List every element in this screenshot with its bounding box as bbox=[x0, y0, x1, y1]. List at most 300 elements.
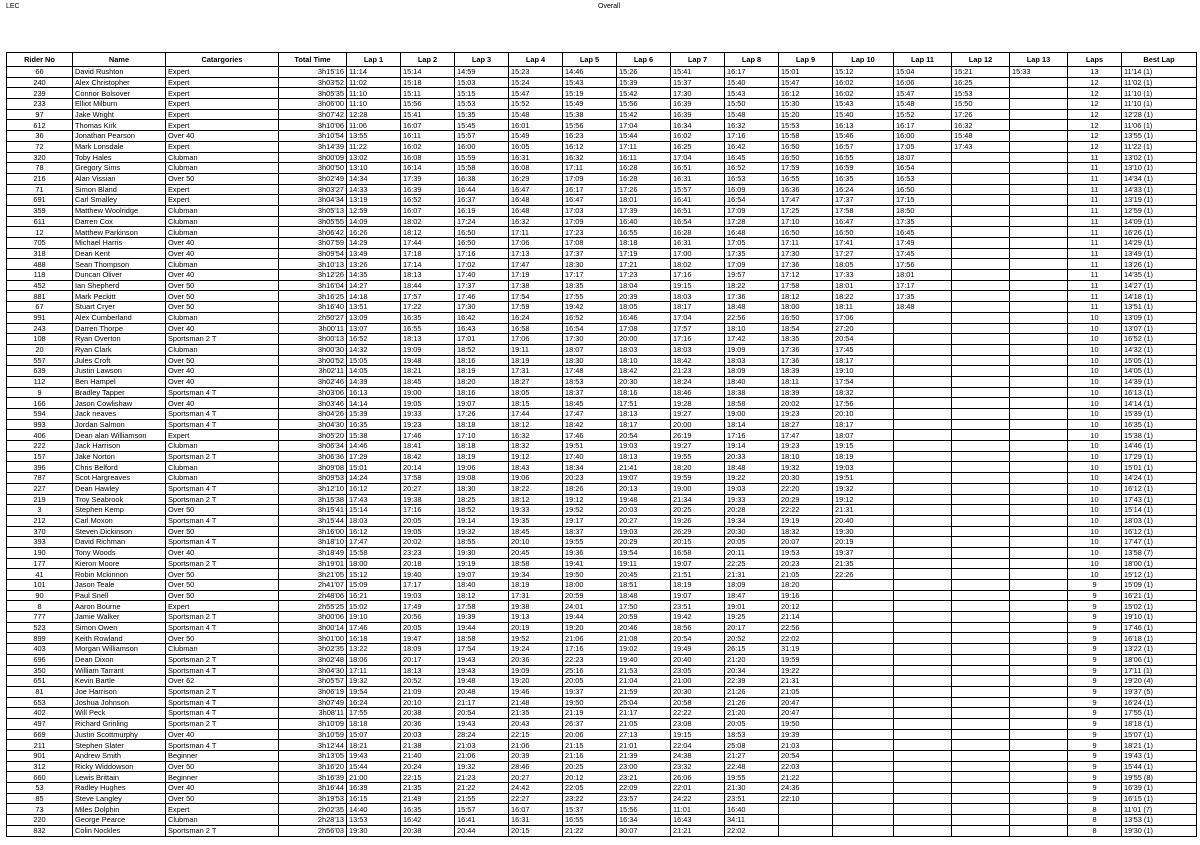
table-cell: 660 bbox=[7, 772, 73, 783]
table-cell: Over 40 bbox=[166, 131, 279, 142]
table-cell: Alex Christopher bbox=[73, 77, 166, 88]
table-cell: 691 bbox=[7, 195, 73, 206]
table-cell: 19:03 bbox=[617, 441, 671, 452]
table-cell: 3h02'49 bbox=[279, 173, 347, 184]
table-row bbox=[7, 195, 1197, 206]
table-cell: 318 bbox=[7, 248, 73, 259]
table-cell: 17:11 bbox=[617, 141, 671, 152]
table-cell: 20:17 bbox=[401, 654, 455, 665]
table-cell: 3h14'39 bbox=[279, 141, 347, 152]
table-cell: 18:56 bbox=[671, 622, 725, 633]
table-cell: 13:02 bbox=[347, 152, 401, 163]
table-cell: Over 40 bbox=[166, 376, 279, 387]
table-cell: 20:33 bbox=[725, 451, 779, 462]
table-cell: 19:32 bbox=[347, 676, 401, 687]
table-cell: 16:24 bbox=[509, 312, 563, 323]
table-cell: Sportsman 4 T bbox=[166, 409, 279, 420]
table-cell: 16:01 bbox=[509, 120, 563, 131]
table-cell: 22:02 bbox=[779, 633, 833, 644]
table-cell: 20:39 bbox=[509, 751, 563, 762]
table-cell: 20:47 bbox=[779, 697, 833, 708]
column-header: Lap 10 bbox=[833, 53, 894, 67]
table-row bbox=[7, 376, 1197, 387]
table-cell: 18:43 bbox=[509, 462, 563, 473]
table-cell: 19:03 bbox=[725, 483, 779, 494]
table-cell: 20:19 bbox=[833, 537, 894, 548]
table-cell: 19:46 bbox=[509, 686, 563, 697]
table-cell: Sportsman 4 T bbox=[166, 697, 279, 708]
table-cell: 21:03 bbox=[455, 740, 509, 751]
table-cell bbox=[894, 676, 952, 687]
table-cell: 16:21 bbox=[347, 590, 401, 601]
table-cell: 18:48 bbox=[725, 302, 779, 313]
table-cell: 3h02'11 bbox=[279, 366, 347, 377]
table-cell: 19:39 bbox=[455, 612, 509, 623]
table-cell: 21:26 bbox=[725, 686, 779, 697]
table-cell: 21:06 bbox=[563, 633, 617, 644]
table-cell: 16:28 bbox=[671, 227, 725, 238]
table-cell: 13'58 (7) bbox=[1122, 547, 1197, 558]
table-cell: 16:47 bbox=[833, 216, 894, 227]
table-cell: 21:31 bbox=[833, 505, 894, 516]
table-cell bbox=[894, 601, 952, 612]
table-cell: 11'01 (7) bbox=[1122, 804, 1197, 815]
table-cell: 16:19 bbox=[455, 205, 509, 216]
table-cell: 3h16'40 bbox=[279, 302, 347, 313]
table-cell: 73 bbox=[7, 804, 73, 815]
table-cell: Elliot Milburn bbox=[73, 99, 166, 110]
table-cell: 18:05 bbox=[617, 302, 671, 313]
table-cell: 14'24 (1) bbox=[1122, 473, 1197, 484]
table-cell bbox=[894, 751, 952, 762]
table-cell: Colin Nockles bbox=[73, 825, 166, 836]
table-cell bbox=[1010, 644, 1068, 655]
table-cell bbox=[952, 173, 1010, 184]
table-cell: 18:16 bbox=[455, 355, 509, 366]
table-row bbox=[7, 109, 1197, 120]
table-cell: 16:31 bbox=[671, 238, 725, 249]
table-cell: 166 bbox=[7, 398, 73, 409]
table-cell: 16:58 bbox=[509, 323, 563, 334]
table-cell: 17:03 bbox=[563, 205, 617, 216]
table-cell: 13:51 bbox=[347, 302, 401, 313]
table-cell: 97 bbox=[7, 109, 73, 120]
table-cell: 651 bbox=[7, 676, 73, 687]
table-cell bbox=[952, 697, 1010, 708]
table-cell: 12:28 bbox=[347, 109, 401, 120]
table-cell: 16:07 bbox=[401, 205, 455, 216]
table-cell: 20:38 bbox=[401, 708, 455, 719]
table-cell: 25:08 bbox=[725, 740, 779, 751]
table-cell: 18:19 bbox=[833, 451, 894, 462]
table-cell bbox=[952, 622, 1010, 633]
table-cell bbox=[952, 344, 1010, 355]
table-cell: 705 bbox=[7, 238, 73, 249]
table-cell: 17:58 bbox=[401, 473, 455, 484]
table-cell: 20:39 bbox=[617, 291, 671, 302]
table-cell: 10 bbox=[1068, 344, 1122, 355]
table-cell: 23:08 bbox=[671, 718, 725, 729]
table-cell: 18:35 bbox=[563, 280, 617, 291]
table-cell bbox=[894, 772, 952, 783]
table-cell: 22:23 bbox=[563, 654, 617, 665]
table-cell bbox=[952, 494, 1010, 505]
table-cell: Expert bbox=[166, 88, 279, 99]
table-cell: 21:26 bbox=[725, 697, 779, 708]
table-cell: 16:54 bbox=[894, 163, 952, 174]
table-cell: 15:05 bbox=[347, 355, 401, 366]
table-cell: 20:54 bbox=[779, 751, 833, 762]
table-row bbox=[7, 505, 1197, 516]
table-cell: 21:53 bbox=[617, 665, 671, 676]
table-cell: 18:20 bbox=[779, 580, 833, 591]
table-cell: 30:07 bbox=[617, 825, 671, 836]
table-cell: Expert bbox=[166, 601, 279, 612]
table-cell: 13'51 (1) bbox=[1122, 302, 1197, 313]
table-cell: Expert bbox=[166, 109, 279, 120]
table-cell: 11 bbox=[1068, 302, 1122, 313]
table-cell: William Tarrant bbox=[73, 665, 166, 676]
table-row bbox=[7, 387, 1197, 398]
table-cell: 16:45 bbox=[725, 152, 779, 163]
table-cell: 20:40 bbox=[833, 515, 894, 526]
table-cell: 25:04 bbox=[617, 697, 671, 708]
table-cell: 17:10 bbox=[455, 430, 509, 441]
table-cell: 19:12 bbox=[509, 451, 563, 462]
table-cell bbox=[894, 729, 952, 740]
table-cell: 19:10 bbox=[833, 366, 894, 377]
table-cell bbox=[1010, 248, 1068, 259]
table-cell bbox=[1010, 483, 1068, 494]
table-cell: 20:56 bbox=[401, 612, 455, 623]
table-cell: 23:51 bbox=[671, 601, 725, 612]
table-cell: 19'37 (5) bbox=[1122, 686, 1197, 697]
table-cell: 20:02 bbox=[779, 398, 833, 409]
table-cell: 22:04 bbox=[671, 740, 725, 751]
table-cell: 13:19 bbox=[347, 195, 401, 206]
table-cell: 19:23 bbox=[779, 441, 833, 452]
table-cell: 19:38 bbox=[401, 494, 455, 505]
table-row bbox=[7, 184, 1197, 195]
table-cell: 594 bbox=[7, 409, 73, 420]
table-cell: 18:42 bbox=[617, 366, 671, 377]
table-cell bbox=[894, 515, 952, 526]
table-cell: 16:41 bbox=[455, 815, 509, 826]
table-cell: 20:17 bbox=[725, 622, 779, 633]
table-cell: 9 bbox=[1068, 761, 1122, 772]
table-cell bbox=[952, 462, 1010, 473]
table-cell: 10 bbox=[1068, 312, 1122, 323]
table-cell: 19:02 bbox=[617, 644, 671, 655]
table-cell: 20:12 bbox=[779, 601, 833, 612]
column-header: Lap 7 bbox=[671, 53, 725, 67]
table-cell: 21:30 bbox=[725, 783, 779, 794]
table-cell: Sportsman 4 T bbox=[166, 419, 279, 430]
table-cell bbox=[833, 718, 894, 729]
table-cell bbox=[1010, 451, 1068, 462]
table-cell: Over 40 bbox=[166, 398, 279, 409]
table-cell: 15:56 bbox=[617, 804, 671, 815]
table-cell: 21:35 bbox=[509, 708, 563, 719]
table-cell bbox=[1010, 205, 1068, 216]
table-cell: Clubman bbox=[166, 227, 279, 238]
table-cell: 16:02 bbox=[671, 131, 725, 142]
table-cell: 20:54 bbox=[455, 708, 509, 719]
table-cell: 19:19 bbox=[455, 558, 509, 569]
table-cell bbox=[894, 718, 952, 729]
table-cell: 18:07 bbox=[563, 344, 617, 355]
table-cell: Over 50 bbox=[166, 633, 279, 644]
table-cell bbox=[952, 163, 1010, 174]
table-cell: 3h15'16 bbox=[279, 67, 347, 78]
table-cell: Gregory Sims bbox=[73, 163, 166, 174]
table-cell: 222 bbox=[7, 441, 73, 452]
table-cell: 11:02 bbox=[347, 77, 401, 88]
table-cell: Steve Langley bbox=[73, 793, 166, 804]
table-cell: Expert bbox=[166, 120, 279, 131]
table-cell: 10 bbox=[1068, 505, 1122, 516]
table-cell: 21:23 bbox=[455, 772, 509, 783]
table-cell bbox=[833, 793, 894, 804]
table-cell bbox=[1010, 195, 1068, 206]
table-cell: 16:32 bbox=[509, 216, 563, 227]
table-cell: 3h03'52 bbox=[279, 77, 347, 88]
table-cell: Thomas Kirk bbox=[73, 120, 166, 131]
table-cell: 19:30 bbox=[455, 547, 509, 558]
table-cell: 3h05'35 bbox=[279, 88, 347, 99]
table-cell: 14'18 (1) bbox=[1122, 291, 1197, 302]
table-cell: 11 bbox=[1068, 216, 1122, 227]
table-cell bbox=[952, 387, 1010, 398]
table-cell: Over 40 bbox=[166, 366, 279, 377]
table-cell: 15:12 bbox=[833, 67, 894, 78]
table-cell: 23:32 bbox=[671, 761, 725, 772]
table-cell: 15:39 bbox=[347, 409, 401, 420]
table-cell: 18:24 bbox=[671, 376, 725, 387]
table-cell bbox=[894, 398, 952, 409]
table-cell: 18:30 bbox=[563, 355, 617, 366]
table-cell: 17:45 bbox=[833, 344, 894, 355]
table-cell: 16:35 bbox=[401, 804, 455, 815]
table-cell: 17:11 bbox=[779, 238, 833, 249]
table-cell: Jonathan Pearson bbox=[73, 131, 166, 142]
table-cell: 20 bbox=[7, 344, 73, 355]
table-cell: 19:32 bbox=[833, 483, 894, 494]
table-cell: 10 bbox=[1068, 387, 1122, 398]
table-cell: 19:59 bbox=[671, 473, 725, 484]
table-cell: 17:36 bbox=[779, 344, 833, 355]
table-cell bbox=[1010, 355, 1068, 366]
table-cell: 19:33 bbox=[509, 505, 563, 516]
table-row bbox=[7, 612, 1197, 623]
table-cell: 16:28 bbox=[617, 173, 671, 184]
table-cell: 14'39 (1) bbox=[1122, 376, 1197, 387]
table-row bbox=[7, 280, 1197, 291]
table-cell: 9 bbox=[1068, 783, 1122, 794]
table-cell bbox=[1010, 216, 1068, 227]
table-cell: 20:06 bbox=[563, 729, 617, 740]
table-cell: 16:35 bbox=[401, 312, 455, 323]
table-cell: 14:40 bbox=[347, 804, 401, 815]
table-cell: 22:10 bbox=[779, 793, 833, 804]
table-cell: 3h03'27 bbox=[279, 184, 347, 195]
table-cell: 243 bbox=[7, 323, 73, 334]
table-cell: 16:50 bbox=[779, 152, 833, 163]
table-row bbox=[7, 227, 1197, 238]
table-cell: 17:12 bbox=[779, 270, 833, 281]
table-cell bbox=[952, 238, 1010, 249]
table-cell: 12 bbox=[1068, 99, 1122, 110]
table-cell bbox=[952, 152, 1010, 163]
table-cell: 24:42 bbox=[509, 783, 563, 794]
table-cell: 14:35 bbox=[347, 270, 401, 281]
table-cell: 20:10 bbox=[509, 537, 563, 548]
table-row bbox=[7, 238, 1197, 249]
table-cell: 14'34 (1) bbox=[1122, 173, 1197, 184]
table-cell: 15'07 (1) bbox=[1122, 729, 1197, 740]
table-cell: 20:45 bbox=[617, 569, 671, 580]
table-cell: 19:15 bbox=[671, 729, 725, 740]
table-cell: 17:14 bbox=[401, 259, 455, 270]
table-cell: 3h12'26 bbox=[279, 270, 347, 281]
table-cell: 16'26 (1) bbox=[1122, 227, 1197, 238]
table-cell: 17:33 bbox=[833, 270, 894, 281]
table-cell bbox=[952, 483, 1010, 494]
table-cell: 21:31 bbox=[725, 569, 779, 580]
table-cell: 16:54 bbox=[725, 195, 779, 206]
table-cell: 19:07 bbox=[671, 558, 725, 569]
table-cell: 18:46 bbox=[671, 387, 725, 398]
table-cell: Expert bbox=[166, 195, 279, 206]
table-cell: 19:16 bbox=[779, 590, 833, 601]
table-cell: 16:31 bbox=[509, 815, 563, 826]
table-cell: 17:11 bbox=[509, 227, 563, 238]
table-cell: 108 bbox=[7, 334, 73, 345]
table-row bbox=[7, 772, 1197, 783]
table-cell bbox=[1010, 152, 1068, 163]
table-row bbox=[7, 547, 1197, 558]
table-cell: 15:42 bbox=[617, 109, 671, 120]
table-cell: 17'11 (1) bbox=[1122, 665, 1197, 676]
table-cell: Dean Kent bbox=[73, 248, 166, 259]
results-table bbox=[6, 52, 1197, 837]
table-cell: 3h19'53 bbox=[279, 793, 347, 804]
table-cell: 3h00'09 bbox=[279, 152, 347, 163]
table-cell: 15'05 (1) bbox=[1122, 355, 1197, 366]
table-cell: 20:30 bbox=[671, 686, 725, 697]
table-cell bbox=[833, 654, 894, 665]
table-cell: 3h13'05 bbox=[279, 751, 347, 762]
table-cell: 3h05'55 bbox=[279, 216, 347, 227]
table-cell: 17:04 bbox=[671, 312, 725, 323]
table-cell: 16:32 bbox=[563, 152, 617, 163]
table-cell: 17:42 bbox=[725, 334, 779, 345]
table-cell: 18:03 bbox=[671, 291, 725, 302]
table-cell: 17:57 bbox=[671, 323, 725, 334]
table-cell: 17:08 bbox=[617, 323, 671, 334]
table-cell: 20:19 bbox=[509, 622, 563, 633]
table-cell: 15:43 bbox=[563, 77, 617, 88]
table-cell: 3h07'49 bbox=[279, 697, 347, 708]
table-cell: 3h12'10 bbox=[279, 483, 347, 494]
table-cell: 16:38 bbox=[455, 173, 509, 184]
table-cell: 17:30 bbox=[671, 88, 725, 99]
table-cell: Toby Hales bbox=[73, 152, 166, 163]
table-row bbox=[7, 804, 1197, 815]
table-cell: 17:47 bbox=[509, 259, 563, 270]
table-cell bbox=[1010, 99, 1068, 110]
table-cell: 53 bbox=[7, 783, 73, 794]
table-cell bbox=[1010, 387, 1068, 398]
table-cell: 18:42 bbox=[401, 451, 455, 462]
table-cell: Stephen Kemp bbox=[73, 505, 166, 516]
table-cell: 19:43 bbox=[455, 718, 509, 729]
table-cell: 11'22 (1) bbox=[1122, 141, 1197, 152]
table-cell: 16:31 bbox=[509, 152, 563, 163]
table-cell: Justin Lawson bbox=[73, 366, 166, 377]
table-cell bbox=[952, 376, 1010, 387]
table-cell: 15:42 bbox=[617, 88, 671, 99]
table-cell: Ben Hampel bbox=[73, 376, 166, 387]
table-cell bbox=[1010, 665, 1068, 676]
table-cell: 17:24 bbox=[455, 216, 509, 227]
table-cell: 17:36 bbox=[725, 291, 779, 302]
table-cell bbox=[833, 676, 894, 687]
table-cell: 16:00 bbox=[894, 131, 952, 142]
table-cell: 18'00 (1) bbox=[1122, 558, 1197, 569]
table-cell: Alan Vissian bbox=[73, 173, 166, 184]
table-cell bbox=[833, 815, 894, 826]
table-cell bbox=[833, 708, 894, 719]
table-cell: Simon Owen bbox=[73, 622, 166, 633]
table-cell: 11 bbox=[1068, 227, 1122, 238]
table-cell: 16:51 bbox=[671, 163, 725, 174]
table-cell: 19:38 bbox=[509, 601, 563, 612]
table-cell: 67 bbox=[7, 302, 73, 313]
table-cell: 393 bbox=[7, 537, 73, 548]
table-cell: 19:43 bbox=[455, 654, 509, 665]
table-cell bbox=[1010, 772, 1068, 783]
table-cell: 20:59 bbox=[563, 590, 617, 601]
table-cell: Mark Lonsdale bbox=[73, 141, 166, 152]
table-cell bbox=[894, 804, 952, 815]
table-cell: 832 bbox=[7, 825, 73, 836]
table-cell: 18:12 bbox=[455, 590, 509, 601]
table-cell: Clubman bbox=[166, 644, 279, 655]
table-cell: 31:19 bbox=[779, 644, 833, 655]
table-cell: 12 bbox=[1068, 109, 1122, 120]
column-header: Catargories bbox=[166, 53, 279, 67]
table-cell bbox=[1010, 109, 1068, 120]
table-cell: 16:11 bbox=[617, 152, 671, 163]
table-cell: 14'27 (1) bbox=[1122, 280, 1197, 291]
table-cell: 15:38 bbox=[563, 109, 617, 120]
table-cell: 403 bbox=[7, 644, 73, 655]
table-cell: 18:10 bbox=[617, 355, 671, 366]
table-cell: 18:17 bbox=[617, 419, 671, 430]
table-cell: 16:35 bbox=[347, 419, 401, 430]
table-cell: 17:36 bbox=[779, 259, 833, 270]
table-cell: 2h02'35 bbox=[279, 804, 347, 815]
table-cell: Expert bbox=[166, 77, 279, 88]
table-cell: 16:59 bbox=[833, 163, 894, 174]
table-cell: 220 bbox=[7, 815, 73, 826]
table-cell: 19:27 bbox=[671, 441, 725, 452]
table-cell bbox=[1010, 558, 1068, 569]
table-cell: 15:56 bbox=[617, 99, 671, 110]
table-cell: 13'22 (1) bbox=[1122, 644, 1197, 655]
table-cell: 15:44 bbox=[347, 761, 401, 772]
